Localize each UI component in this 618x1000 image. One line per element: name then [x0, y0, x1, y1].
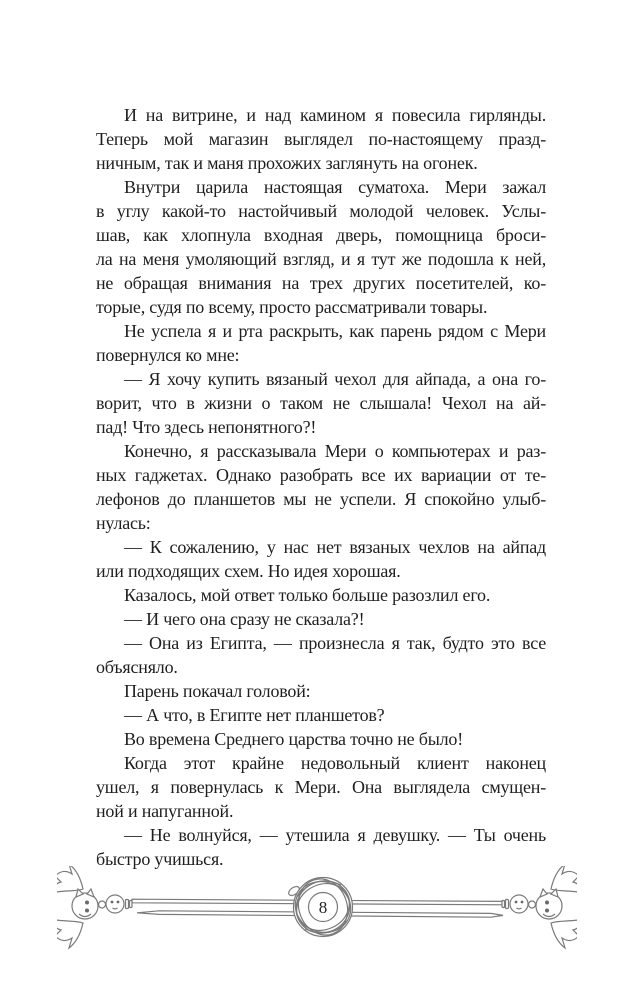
text-line: — И чего она сразу не сказала?! [124, 609, 365, 629]
text-line: Конечно, я рассказывала Мери о компьютерах и раз- [124, 441, 546, 461]
paragraph [96, 727, 546, 751]
text-block [96, 103, 546, 871]
paragraph [96, 679, 546, 703]
paragraph [96, 367, 546, 439]
text-line: — Не волнуйся, — утешила я девушку. — Ты очень [124, 825, 546, 845]
bat-icon [57, 866, 98, 948]
skull-bead-icon [502, 895, 536, 913]
paragraph [96, 319, 546, 367]
yarn-ball-icon [286, 870, 360, 943]
paragraph [96, 535, 546, 583]
text-line: Во времена Среднего царства точно не было! [124, 729, 463, 749]
text-line: лефонов до планшетов мы не успели. Я спокойно улыб- [96, 489, 546, 509]
text-line: шав, как хлопнула входная дверь, помощница броси- [96, 225, 546, 245]
skull-bead-icon [99, 895, 133, 913]
paragraph [96, 607, 546, 631]
text-line: Теперь мой магазин выглядел по-настоящему празд- [96, 129, 546, 149]
paragraph [96, 823, 546, 871]
text-line: — Я хочу купить вязаный чехол для айпада, а она го- [124, 369, 546, 389]
paragraph [96, 631, 546, 679]
text-line: Когда этот крайне недовольный клиент наконец [124, 753, 546, 773]
text-line: пад! Что здесь непонятного?! [96, 417, 317, 437]
text-line: ушел, я повернулась к Мери. Она выглядела смущен- [96, 777, 546, 797]
text-line: быстро учишься. [96, 849, 224, 869]
text-line: — Она из Египта, — произнесла я так, будто это все [124, 633, 546, 653]
text-line: Внутри царила настоящая суматоха. Мери зажал [124, 177, 546, 197]
text-line: не обращая внимания на трех других посетителей, ко- [96, 273, 546, 293]
text-line: — А что, в Египте нет планшетов? [124, 705, 385, 725]
text-line: повернулся ко мне: [96, 345, 240, 365]
bat-icon [536, 866, 577, 948]
page-number: 8 [318, 898, 328, 917]
text-line: нулась: [96, 513, 151, 533]
text-line: ворит, что в жизни о таком не слышала! Чехол на ай- [96, 393, 546, 413]
text-line: И на витрине, и над камином я повесила гирлянды. [124, 105, 546, 125]
text-line: Казалось, мой ответ только больше разозлил его. [124, 585, 491, 605]
paragraph [96, 703, 546, 727]
paragraph [96, 439, 546, 535]
text-line: или подходящих схем. Но идея хорошая. [96, 561, 401, 581]
text-line: ных гаджетах. Однако разобрать все их вариации от те- [96, 465, 546, 485]
paragraph [96, 583, 546, 607]
text-line: ла на меня умоляющий взгляд, и я тут же подошла к ней, [96, 249, 546, 269]
footer-ornament [57, 866, 577, 966]
text-line: ничным, так и маня прохожих заглянуть на огонек. [96, 153, 478, 173]
paragraph [96, 175, 546, 319]
text-line: торые, судя по всему, просто рассматривали товары. [96, 297, 488, 317]
paragraph [96, 751, 546, 823]
ornament-drawing [57, 866, 577, 966]
paragraph [96, 103, 546, 175]
text-line: — К сожалению, у нас нет вязаных чехлов на айпад [124, 537, 546, 557]
text-line: Не успела я и рта раскрыть, как парень рядом с Мери [124, 321, 546, 341]
text-line: объясняло. [96, 657, 178, 677]
text-line: Парень покачал головой: [124, 681, 311, 701]
text-line: в углу какой-то настойчивый молодой человек. Услы- [96, 201, 546, 221]
text-line: ной и напуганной. [96, 801, 234, 821]
